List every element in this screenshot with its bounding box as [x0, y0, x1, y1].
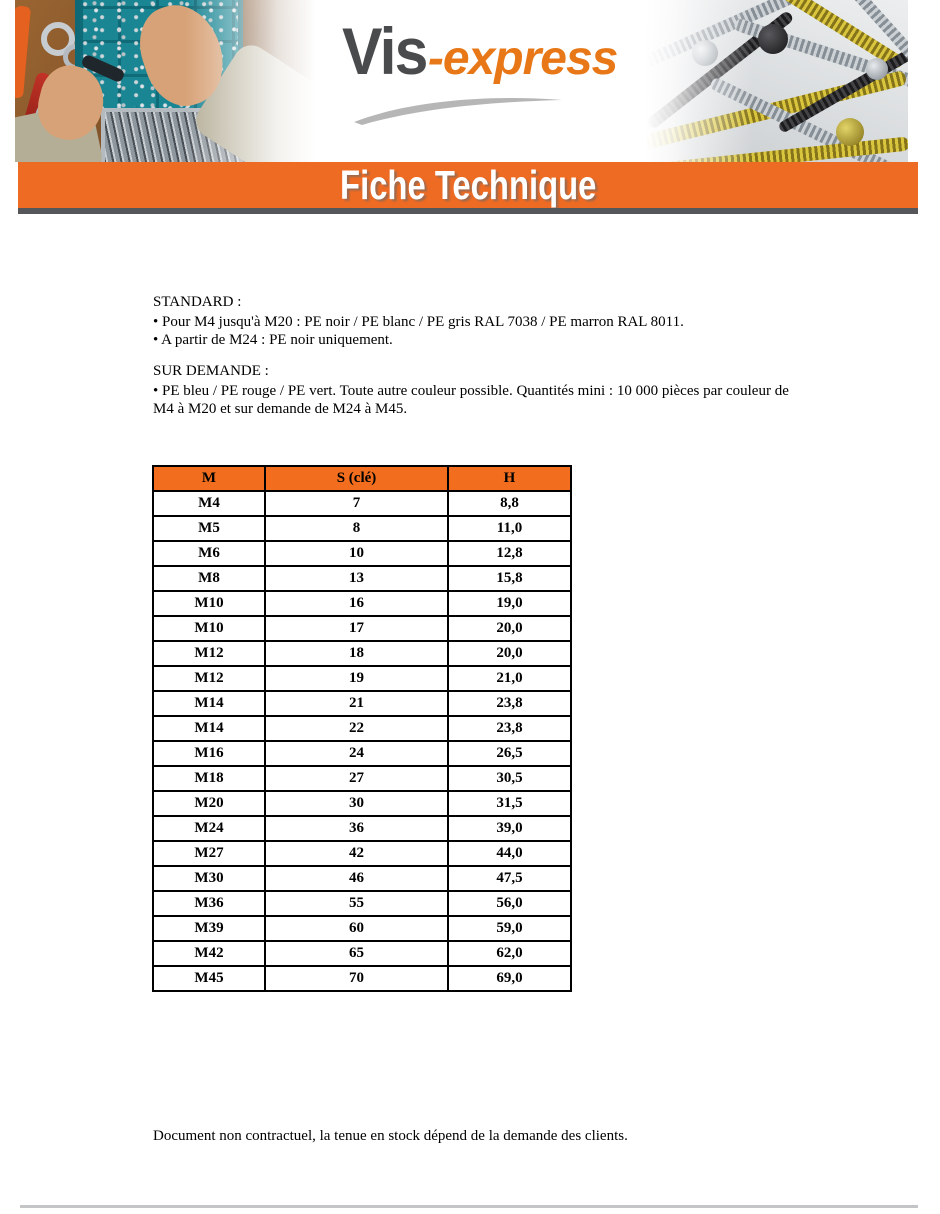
logo-text-express: -express [427, 32, 618, 85]
table-row [153, 516, 571, 541]
table-cell: M14 [153, 716, 265, 741]
table-cell: M20 [153, 791, 265, 816]
banner-underline [18, 208, 918, 214]
table-cell: 8,8 [448, 491, 571, 516]
banner-title: Fiche Technique [339, 161, 597, 208]
section-bullet: • Pour M4 jusqu'à M20 : PE noir / PE blanc / PE gris RAL 7038 / PE marron RAL 8011. [153, 313, 684, 330]
table-cell: M18 [153, 766, 265, 791]
table-row [153, 641, 571, 666]
table-cell: 11,0 [448, 516, 571, 541]
table-cell: 12,8 [448, 541, 571, 566]
table-cell: 26,5 [448, 741, 571, 766]
table-row [153, 941, 571, 966]
table-row [153, 866, 571, 891]
table-cell: M8 [153, 566, 265, 591]
table-row [153, 541, 571, 566]
table-cell: M45 [153, 966, 265, 991]
table-row [153, 966, 571, 991]
workbench-photo [15, 0, 325, 162]
table-cell: 19,0 [448, 591, 571, 616]
table-cell: 30 [265, 791, 448, 816]
table-cell: 46 [265, 866, 448, 891]
table-cell: 20,0 [448, 641, 571, 666]
table-cell: 23,8 [448, 691, 571, 716]
table-cell: M10 [153, 616, 265, 641]
table-cell: 31,5 [448, 791, 571, 816]
table-cell: 44,0 [448, 841, 571, 866]
section-title: STANDARD : [153, 294, 242, 310]
table-cell: M30 [153, 866, 265, 891]
table-cell: 16 [265, 591, 448, 616]
table-cell: M10 [153, 591, 265, 616]
table-cell: 24 [265, 741, 448, 766]
table-cell: 13 [265, 566, 448, 591]
table-cell: 69,0 [448, 966, 571, 991]
table-cell: 10 [265, 541, 448, 566]
table-row [153, 616, 571, 641]
logo-text [342, 14, 618, 88]
table-cell: M39 [153, 916, 265, 941]
table-cell: M36 [153, 891, 265, 916]
table-cell: 47,5 [448, 866, 571, 891]
table-header-cell: H [448, 466, 571, 491]
table-row [153, 741, 571, 766]
section-title: SUR DEMANDE : [153, 363, 269, 379]
section-bullet: • PE bleu / PE rouge / PE vert. Toute autre couleur possible. Quantités mini : 10 000 pièces par couleur de M4 à M20 et sur demande de M24 à M45. [153, 382, 789, 417]
table-header-row [153, 466, 571, 491]
table-body [153, 491, 571, 991]
table-row [153, 816, 571, 841]
table-cell: 21 [265, 691, 448, 716]
table-row [153, 566, 571, 591]
section-bullet: • A partir de M24 : PE noir uniquement. [153, 332, 393, 348]
table-cell: 59,0 [448, 916, 571, 941]
table-row [153, 841, 571, 866]
table-cell: 19 [265, 666, 448, 691]
table-cell: M24 [153, 816, 265, 841]
screws-photo [640, 0, 908, 162]
table-cell: 18 [265, 641, 448, 666]
vis-express-logo [342, 14, 618, 122]
table-cell: 56,0 [448, 891, 571, 916]
table-cell: 20,0 [448, 616, 571, 641]
table-row [153, 766, 571, 791]
table-cell: 7 [265, 491, 448, 516]
table-cell: 39,0 [448, 816, 571, 841]
table-cell: 21,0 [448, 666, 571, 691]
bottom-rule [20, 1205, 918, 1208]
table-row [153, 591, 571, 616]
table-row [153, 791, 571, 816]
table-cell: 8 [265, 516, 448, 541]
footnote: Document non contractuel, la tenue en stock dépend de la demande des clients. [153, 1128, 628, 1144]
table-cell: 27 [265, 766, 448, 791]
table-row [153, 716, 571, 741]
table-cell: 30,5 [448, 766, 571, 791]
table-cell: 55 [265, 891, 448, 916]
table-cell: 15,8 [448, 566, 571, 591]
photo-fade [640, 0, 908, 162]
section-sur-demande [153, 362, 808, 419]
dimensions-table [152, 465, 572, 992]
photo-fade [15, 0, 325, 162]
table-cell: 23,8 [448, 716, 571, 741]
table-header-cell: M [153, 466, 265, 491]
table-cell: M12 [153, 641, 265, 666]
table-cell: M27 [153, 841, 265, 866]
table-row [153, 891, 571, 916]
table-cell: M12 [153, 666, 265, 691]
table-row [153, 666, 571, 691]
table-cell: M16 [153, 741, 265, 766]
table-cell: 22 [265, 716, 448, 741]
table-cell: 42 [265, 841, 448, 866]
table-cell: 17 [265, 616, 448, 641]
table-cell: M5 [153, 516, 265, 541]
table-row [153, 691, 571, 716]
logo-swoosh-icon [350, 92, 565, 126]
table-cell: 36 [265, 816, 448, 841]
table-cell: 70 [265, 966, 448, 991]
logo-text-vis: Vis [342, 14, 427, 88]
table-cell: M4 [153, 491, 265, 516]
table-cell: M6 [153, 541, 265, 566]
table-cell: M14 [153, 691, 265, 716]
table-row [153, 491, 571, 516]
table-cell: 65 [265, 941, 448, 966]
table-cell: 62,0 [448, 941, 571, 966]
banner [18, 162, 918, 208]
table-cell: M42 [153, 941, 265, 966]
section-standard [153, 293, 808, 350]
table-header-cell: S (clé) [265, 466, 448, 491]
table-row [153, 916, 571, 941]
table-cell: 60 [265, 916, 448, 941]
